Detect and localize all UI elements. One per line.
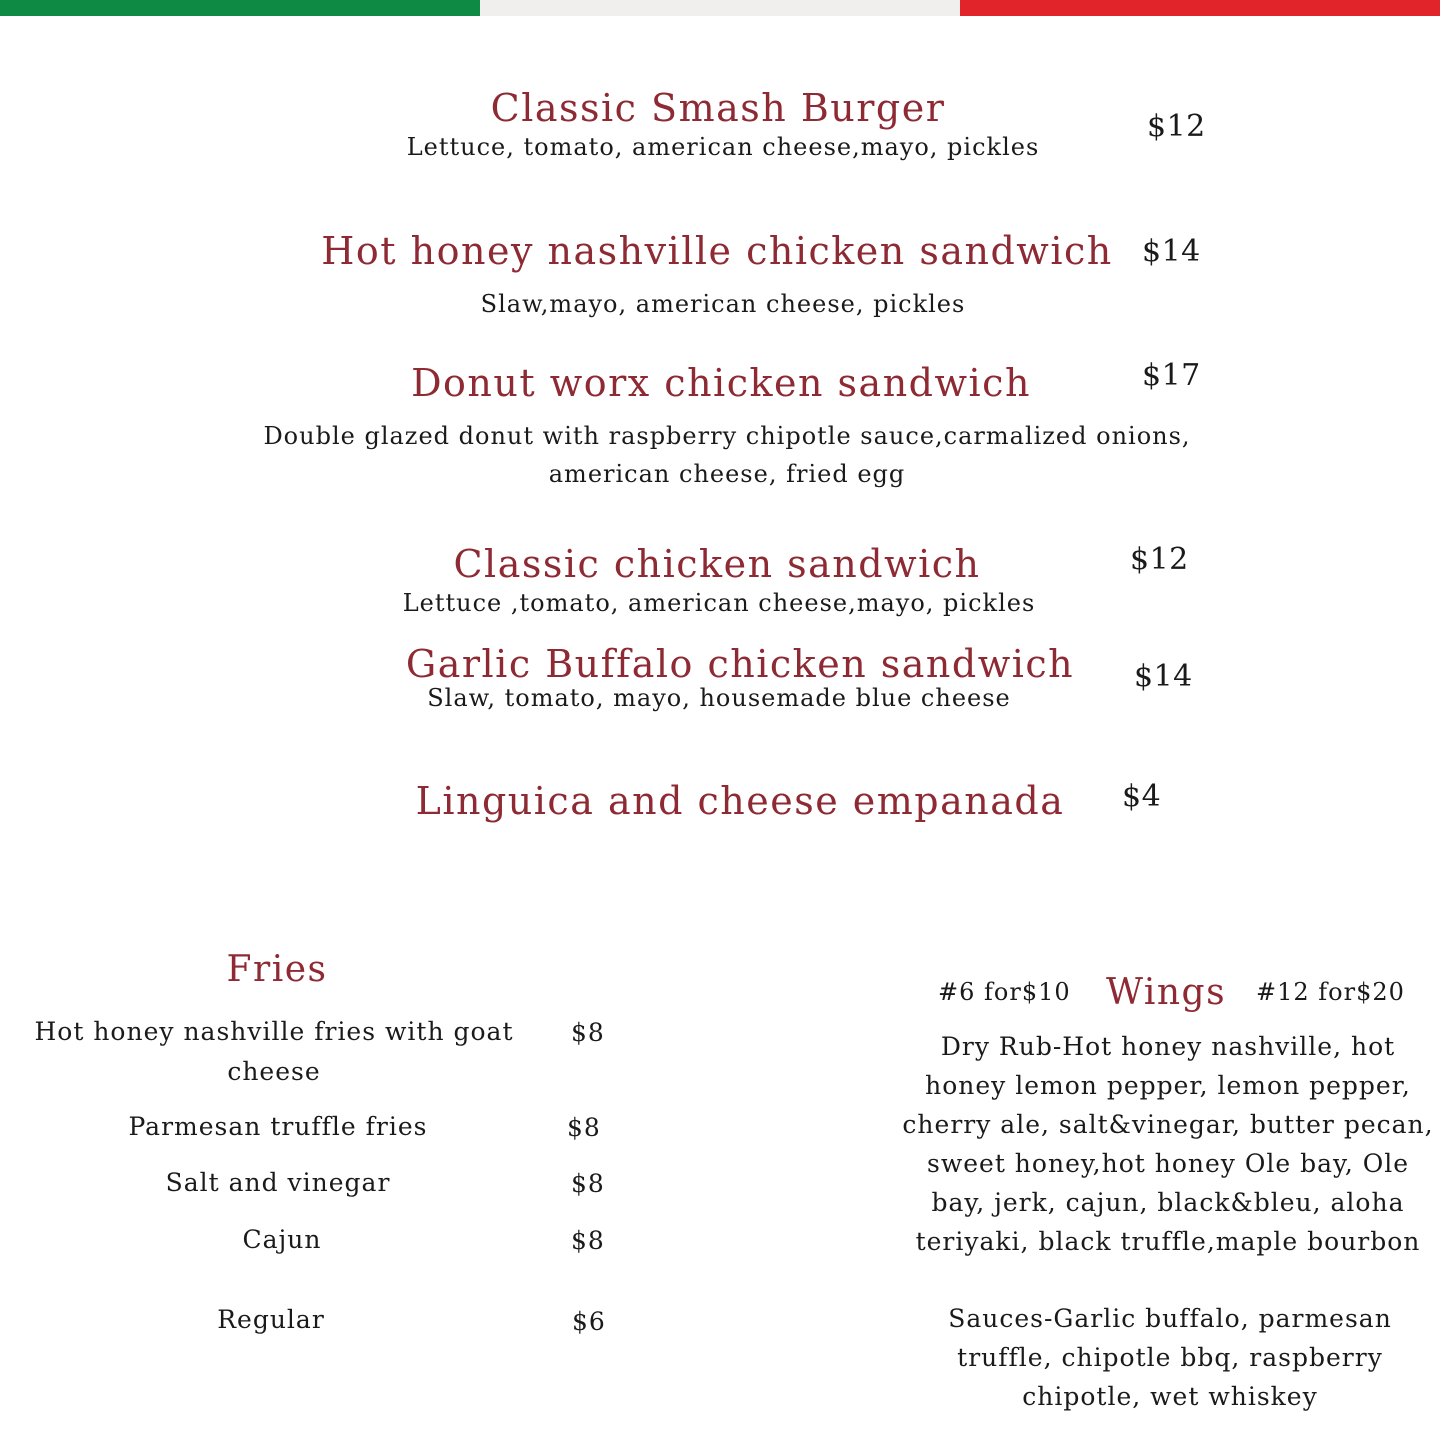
fries-item-regular-name: Regular xyxy=(217,1305,325,1334)
item-title-garlic-buffalo: Garlic Buffalo chicken sandwich xyxy=(405,642,1075,686)
wings-sauces: Sauces-Garlic buffalo, parmesan truffle, chipotle bbq, raspberry chipotle, wet whiskey xyxy=(948,1304,1392,1411)
fries-item-salt-vinegar-name: Salt and vinegar xyxy=(165,1168,391,1197)
item-price-garlic-buffalo: $14 xyxy=(1134,659,1193,694)
item-desc-garlic-buffalo: Slaw, tomato, mayo, housemade blue cheese xyxy=(427,684,1011,712)
wings-title: Wings xyxy=(1105,972,1227,1013)
item-price-empanada: $4 xyxy=(1122,779,1162,814)
fries-item-regular-price: $6 xyxy=(572,1307,606,1336)
fries-item-parmesan-name: Parmesan truffle fries xyxy=(128,1112,428,1141)
item-desc-classic-chicken: Lettuce ,tomato, american cheese,mayo, pickles xyxy=(402,589,1036,617)
wings-price-6: #6 for$10 xyxy=(938,978,1071,1006)
fries-item-cajun-name: Cajun xyxy=(242,1225,322,1254)
fries-item-hot-honey-price: $8 xyxy=(571,1018,605,1047)
item-title-hot-honey-sandwich: Hot honey nashville chicken sandwich xyxy=(321,229,1113,273)
item-title-smash-burger: Classic Smash Burger xyxy=(490,86,946,130)
fries-item-cajun-price: $8 xyxy=(571,1226,605,1255)
fries-title: Fries xyxy=(226,949,328,990)
item-desc-smash-burger: Lettuce, tomato, american cheese,mayo, pickles xyxy=(406,133,1040,161)
wings-dry-rub-flavors: Dry Rub-Hot honey nashville, hot honey lemon pepper, lemon pepper, cherry ale, salt&vinegar, butter pecan, sweet honey,hot honey Ole bay, Ole bay, jerk, cajun, black&bleu, aloha teriyaki, black truffle,maple bourbon xyxy=(902,1032,1434,1256)
item-desc-donut-worx: Double glazed donut with raspberry chipotle sauce,carmalized onions, american cheese, fried egg xyxy=(263,422,1191,488)
flag-stripe-green xyxy=(0,0,480,16)
flag-stripe-red xyxy=(960,0,1440,16)
flag-stripe-bar xyxy=(0,0,1440,16)
fries-item-parmesan-price: $8 xyxy=(567,1113,601,1142)
item-price-donut-worx: $17 xyxy=(1142,358,1201,393)
fries-item-salt-vinegar-price: $8 xyxy=(571,1169,605,1198)
item-desc-hot-honey-sandwich: Slaw,mayo, american cheese, pickles xyxy=(480,290,966,318)
wings-price-12: #12 for$20 xyxy=(1256,978,1405,1006)
item-title-donut-worx: Donut worx chicken sandwich xyxy=(411,361,1031,405)
item-title-empanada: Linguica and cheese empanada xyxy=(415,779,1065,823)
item-price-hot-honey-sandwich: $14 xyxy=(1142,234,1201,269)
item-price-classic-chicken: $12 xyxy=(1130,542,1189,577)
flag-stripe-white xyxy=(480,0,960,16)
item-title-classic-chicken: Classic chicken sandwich xyxy=(453,542,981,586)
item-price-smash-burger: $12 xyxy=(1147,109,1206,144)
fries-item-hot-honey-name: Hot honey nashville fries with goat cheese xyxy=(34,1017,514,1086)
